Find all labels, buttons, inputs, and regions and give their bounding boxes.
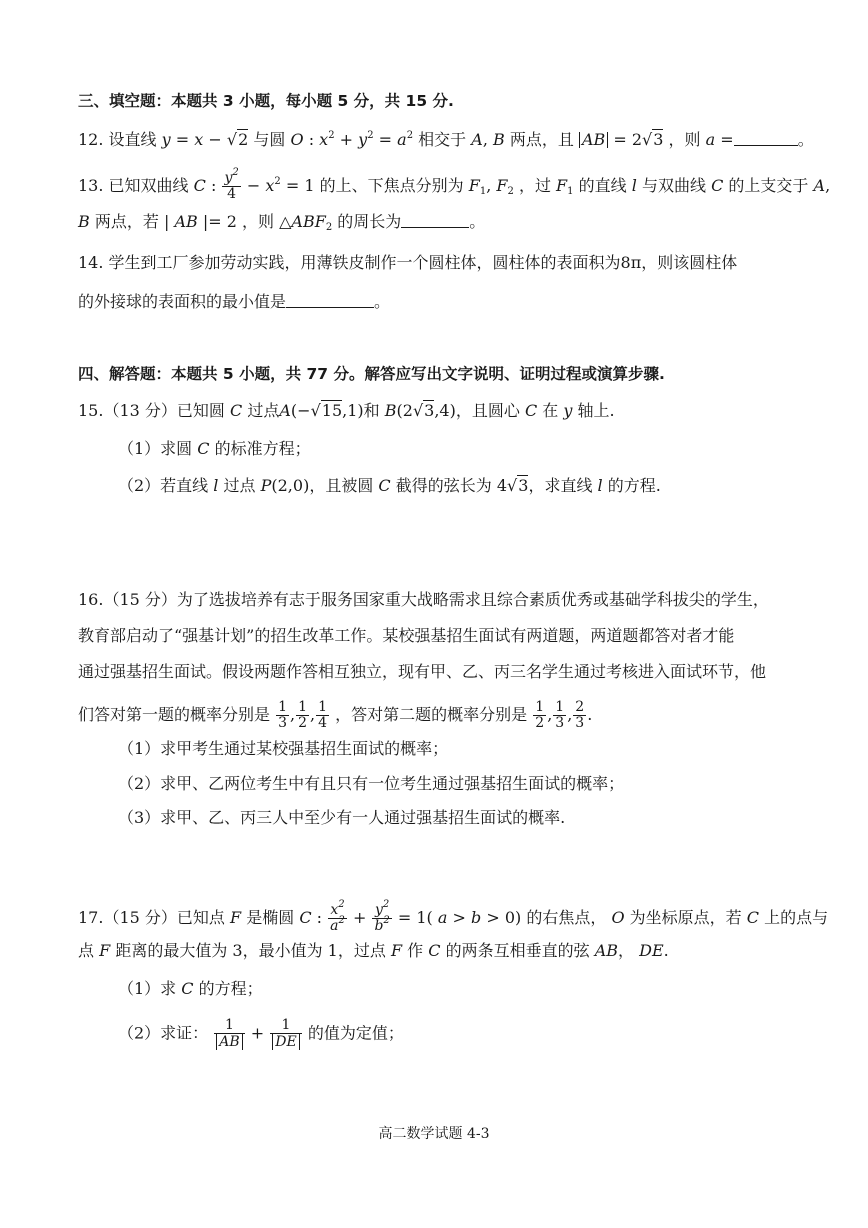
q17-text: （2）求证： bbox=[118, 1023, 209, 1043]
question-15: 15.（13 分）已知圆 C 过点A(−√15,1)和 B(2√3,4)，且圆心 C 在 y 轴上. bbox=[78, 401, 615, 420]
question-15-part-1: （1）求圆 C 的标准方程； bbox=[118, 439, 311, 458]
question-13-line-2: B 两点，若 | AB |= 2 ，则 $\triangle ABF_2$ 的周长为 。 bbox=[78, 212, 486, 233]
question-16-line-3: 通过强基招生面试。假设两题作答相互独立，现有甲、乙、丙三名学生通过考核进入面试环节，他 bbox=[78, 662, 767, 681]
question-16-line-4: 们答对第一题的概率分别是 $\frac{1}{3}$ , $\frac{1}{2}$ , $\frac{1}{4}$ ，答对第二题的概率分别是 $\frac{1}{2}$ , $\frac{1}{3}$ , $\frac{2}{3}$ . bbox=[78, 699, 593, 731]
q12-line-eq: y bbox=[161, 130, 171, 149]
q12-text: 与圆 bbox=[253, 130, 286, 149]
question-17-part-1: （1）求 C 的方程； bbox=[118, 979, 263, 998]
question-14-line-2 bbox=[78, 292, 390, 312]
q13-text: 两点，若 bbox=[94, 212, 159, 231]
question-16-line-1: 16.（15 分）为了选拔培养有志于服务国家重大战略需求且综合素质优秀或基础学科拔尖的学生， bbox=[78, 590, 769, 609]
q12-circle-eq: O bbox=[290, 130, 304, 149]
section-heading-fill-in: 三、填空题：本题共 3 小题，每小题 5 分，共 15 分. bbox=[78, 92, 454, 110]
q17-text: 作 bbox=[407, 941, 424, 960]
q13-text: 的上支交于 bbox=[728, 176, 809, 195]
question-17-line-1: 17.（15 分）已知点 F 是椭圆 C : $\frac{x^2}{a^2}$ + $\frac{y^2}{b^2}$ = 1( a > b > 0) 的右焦点， O 为坐标原点，若 C 上的点与 bbox=[78, 899, 829, 934]
q13-text: 的直线 bbox=[578, 176, 627, 195]
q17-text: 距离的最大值为 3，最小值为 1，过点 bbox=[115, 941, 386, 960]
q14-text: 。 bbox=[374, 292, 391, 311]
q15-text: ，且圆心 bbox=[455, 401, 520, 420]
q15-text: 的方程. bbox=[607, 476, 661, 495]
page-footer: 高二数学试题 4-3 bbox=[378, 1126, 490, 1142]
q14-text: 的外接球的表面积的最小值是 bbox=[78, 292, 287, 311]
q12-text: 相交于 bbox=[418, 130, 467, 149]
question-16-part-2: （2）求甲、乙两位考生中有且只有一位考生通过强基招生面试的概率； bbox=[118, 774, 625, 793]
q16-text: . bbox=[587, 705, 593, 724]
question-17-part-2: （2）求证： $\frac{1}{AB}$ + $\frac{1}{DE}$ 的值为定值； bbox=[118, 1017, 404, 1050]
question-13-line-1: 13. 已知双曲线 C : $\frac{y^2}{4}$ − $x^2 = 1$ 的上、下焦点分别为 $F_1$, $F_2$ ，过 $F_1$ 的直线 l 与双曲线 C 的上支交于 A, bbox=[78, 167, 831, 202]
q17-text: 的右焦点， bbox=[526, 908, 607, 927]
q15-text: （1）求圆 bbox=[118, 439, 193, 458]
q12-text: ，则 bbox=[668, 130, 701, 149]
question-16-part-3: （3）求甲、乙、丙三人中至少有一人通过强基招生面试的概率. bbox=[118, 808, 566, 827]
q13-text: 与双曲线 bbox=[641, 176, 706, 195]
q15-text: 轴上. bbox=[577, 401, 615, 420]
q13-number: 13. bbox=[78, 176, 104, 195]
q15-text: ，且被圆 bbox=[309, 476, 374, 495]
fraction: $\frac{y^2}{4}$ bbox=[224, 167, 239, 202]
q12-text: 。 bbox=[797, 130, 814, 149]
q17-text: 的两条互相垂直的弦 bbox=[445, 941, 590, 960]
q15-text: 截得的弦长为 bbox=[395, 476, 492, 495]
q15-number: 15.（13 分）已知圆 bbox=[78, 401, 225, 420]
q17-text: 为坐标原点，若 bbox=[629, 908, 742, 927]
q13-text: ，过 bbox=[518, 176, 551, 195]
q17-text: （1）求 bbox=[118, 979, 177, 998]
q15-text: 过点 bbox=[223, 476, 256, 495]
q17-text: 点 bbox=[78, 941, 95, 960]
q13-text: 已知双曲线 bbox=[108, 176, 189, 195]
q12-text: 设直线 bbox=[108, 130, 157, 149]
q15-text: ，求直线 bbox=[528, 476, 593, 495]
q16-text: 们答对第一题的概率分别是 bbox=[78, 705, 271, 724]
q13-text: ，则 bbox=[241, 212, 274, 231]
section-heading-solutions: 四、解答题：本题共 5 小题，共 77 分。解答应写出文字说明、证明过程或演算步骤. bbox=[78, 365, 665, 383]
question-17-line-2: 点 F 距离的最大值为 3，最小值为 1，过点 F 作 C 的两条互相垂直的弦 AB， DE. bbox=[78, 941, 669, 960]
question-15-part-2: （2）若直线 l 过点 P(2,0)，且被圆 C 截得的弦长为 4√3，求直线 l 的方程. bbox=[118, 476, 661, 495]
q17-text: 是椭圆 bbox=[246, 908, 295, 927]
q12-text: 两点，且 bbox=[509, 130, 574, 149]
q13-text: 。 bbox=[469, 212, 486, 231]
q17-text: 的方程； bbox=[198, 979, 263, 998]
q17-number: 17.（15 分）已知点 bbox=[78, 908, 225, 927]
q15-text: 过点 bbox=[247, 401, 280, 420]
q13-text: 的周长为 bbox=[337, 212, 402, 231]
answer-blank[interactable] bbox=[734, 131, 798, 146]
q17-text: ， bbox=[618, 941, 635, 960]
question-14-line-1: 14. 学生到工厂参加劳动实践，用薄铁皮制作一个圆柱体，圆柱体的表面积为8π，则该圆柱体 bbox=[78, 253, 738, 272]
question-16-part-1: （1）求甲考生通过某校强基招生面试的概率； bbox=[118, 739, 449, 758]
q17-text: 的值为定值； bbox=[307, 1023, 404, 1043]
question-12: 12. 设直线 y = x − √2 与圆 O : $x^2 + y^2 = a^2$ 相交于 A, B 两点，且 AB = 2√3 ，则 a = 。 bbox=[78, 130, 814, 149]
q13-text: 的上、下焦点分别为 bbox=[319, 176, 464, 195]
answer-blank[interactable] bbox=[401, 213, 469, 228]
q15-text: 和 bbox=[363, 401, 380, 420]
q15-text: 的标准方程； bbox=[214, 439, 311, 458]
q12-number: 12. bbox=[78, 130, 104, 149]
answer-blank[interactable] bbox=[286, 293, 374, 308]
q17-text: . bbox=[663, 941, 669, 960]
question-16-line-2: 教育部启动了“强基计划”的招生改革工作。某校强基招生面试有两道题，两道题都答对者才能 bbox=[78, 626, 735, 645]
q15-text: （2）若直线 bbox=[118, 476, 209, 495]
q15-text: 在 bbox=[542, 401, 559, 420]
q16-text: ，答对第二题的概率分别是 bbox=[335, 705, 528, 724]
q17-text: 上的点与 bbox=[764, 908, 829, 927]
